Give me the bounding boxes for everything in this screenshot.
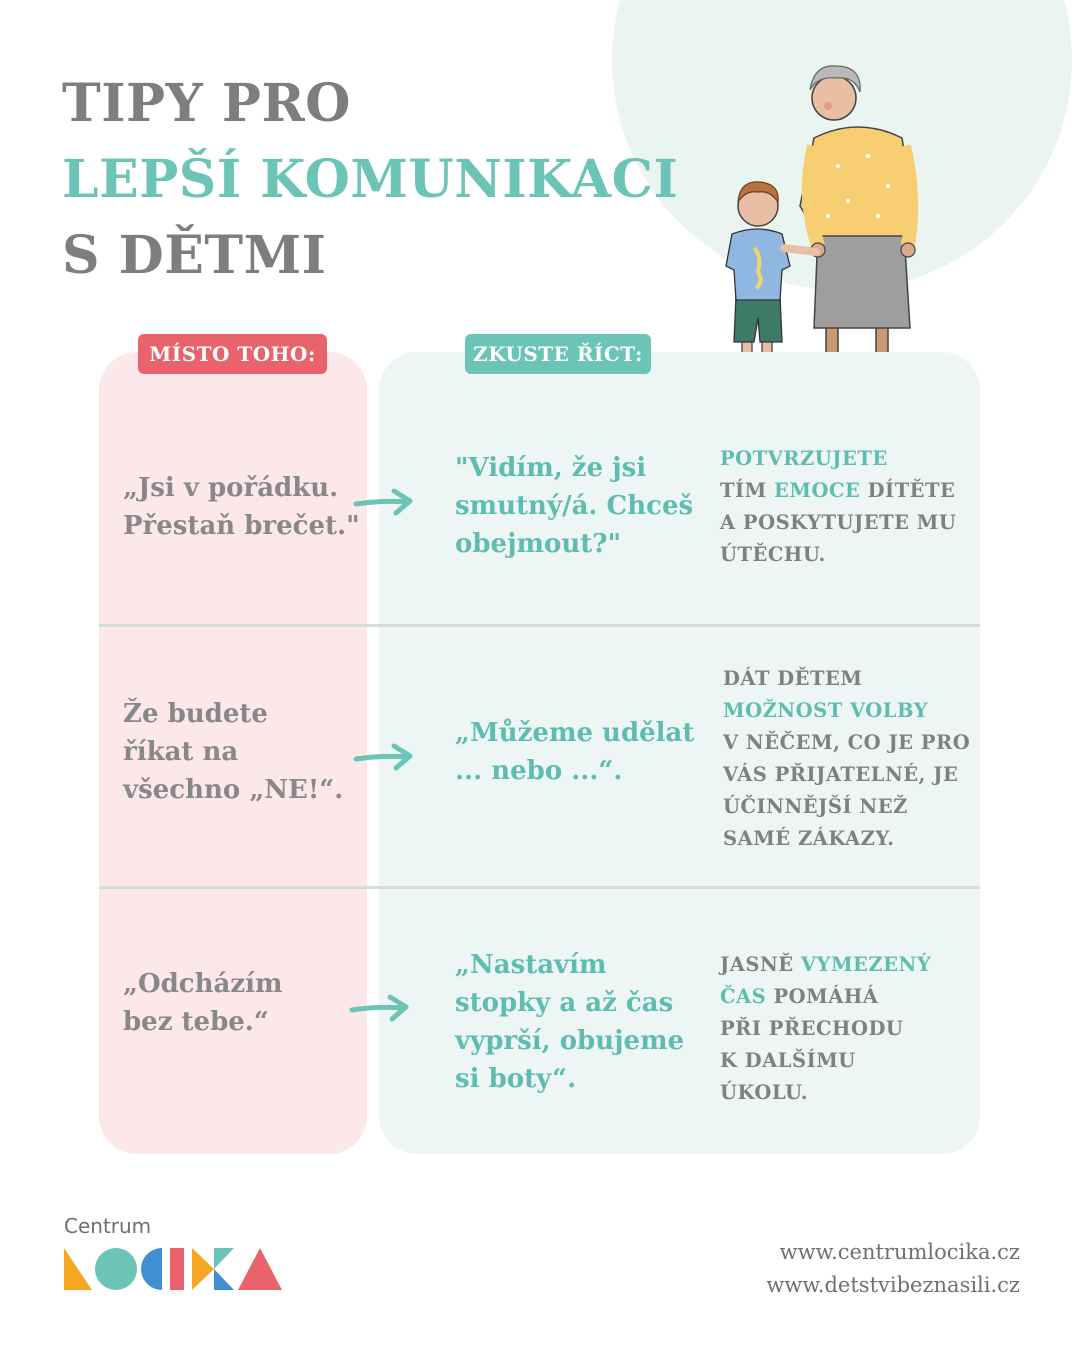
arrow-right-icon [348,992,412,1022]
tip-2-note [723,663,970,855]
tip-1-try-line: obejmout?" [455,529,622,559]
tip-2-instead-line: Že budete [123,699,268,729]
tip-3-try-line: stopky a až čas [455,988,674,1018]
tip-1-note-line: A POSKYTUJETE MU [720,511,957,534]
tip-2-instead-line: všechno „NE!“. [123,775,344,805]
tip-3-try-line: „Nastavím [455,950,607,980]
title-line-1: TIPY PRO [62,73,351,134]
tip-1-note-line: POTVRZUJETE [720,447,888,470]
tip-1-try [455,449,705,563]
logo-subtitle: Centrum [64,1214,152,1238]
row-divider-2 [99,886,980,889]
tip-2-note-line: DÁT DĚTEM [723,667,863,690]
tip-2-instead [123,695,363,809]
tip-3-note-line [720,981,931,1013]
tip-2-note-line: ÚČINNĚJŠÍ NEŽ [723,795,908,818]
tip-2-note-line: SAMÉ ZÁKAZY. [723,827,895,850]
tip-2-try-line: ... nebo ...“. [455,756,623,786]
tip-1-try-line: "Vidím, že jsi [455,453,647,483]
tip-2-note-highlight: MOŽNOST VOLBY [723,699,929,722]
tip-3-instead-line: bez tebe.“ [123,1007,269,1037]
row-divider-1 [99,624,980,627]
tip-2-note-line: V NĚČEM, CO JE PRO [723,731,971,754]
tip-1-try-line: smutný/á. Chceš [455,491,694,521]
tip-3-note-line: PŘI PŘECHODU [720,1017,904,1040]
try-label: ZKUSTE ŘÍCT: [465,334,651,374]
tip-3-instead-line: „Odcházím [123,969,283,999]
tip-1-note-text: DÍTĚTE [860,479,956,502]
tip-3-note-text: POMÁHÁ [766,985,879,1008]
tip-1-instead-line: „Jsi v pořádku. [123,473,339,503]
title-line-3: S DĚTMI [62,225,327,286]
arrow-right-icon [352,486,416,516]
tip-3-try-line: vyprší, obujeme [455,1026,685,1056]
instead-label: MÍSTO TOHO: [138,334,327,374]
arrow-right-icon [352,741,416,771]
tip-3-try-line: si boty“. [455,1064,577,1094]
tip-2-try-line: „Můžeme udělat [455,718,695,748]
tip-2-instead-line: říkat na [123,737,239,767]
tip-3-try [455,946,715,1098]
page-title [62,66,678,294]
tip-1-note-highlight: EMOCE [774,479,861,502]
tip-2-try [455,714,715,790]
tip-3-note-line: K DALŠÍMU [720,1049,856,1072]
tip-3-note-highlight: VYMEZENÝ [800,953,932,976]
tip-2-note-line: VÁS PŘIJATELNÉ, JE [723,763,959,786]
tip-1-instead-line: Přestaň brečet." [123,511,360,541]
tip-1-note-line [720,475,956,507]
locika-logo [64,1244,284,1294]
title-line-2: LEPŠÍ KOMUNIKACI [62,149,679,210]
tip-1-note [720,443,956,571]
website-link-2[interactable]: www.detstvibeznasili.cz [766,1273,1020,1297]
tip-3-note-highlight: ČAS [720,985,767,1008]
tip-3-note-line: ÚKOLU. [720,1081,809,1104]
tip-1-instead [123,469,363,545]
website-link-1[interactable]: www.centrumlocika.cz [779,1240,1020,1264]
tip-3-instead [123,965,363,1041]
tip-3-note [720,949,931,1109]
tip-1-note-text: TÍM [720,479,775,502]
tip-3-note-text: JASNĚ [720,953,801,976]
tip-1-note-line: ÚTĚCHU. [720,543,826,566]
tip-3-note-line [720,949,931,981]
